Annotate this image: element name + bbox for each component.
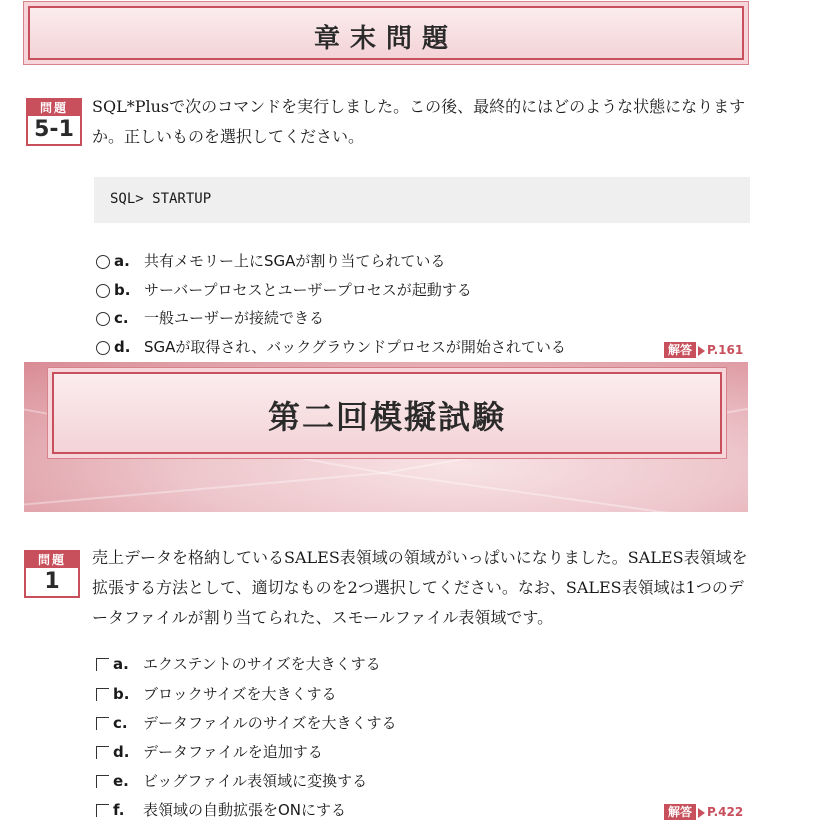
option-b[interactable]: b. サーバープロセスとユーザープロセスが起動する [96, 278, 472, 302]
question-tag: 問題 [26, 552, 78, 568]
option-a[interactable]: a. エクステントのサイズを大きくする [96, 652, 381, 676]
radio-icon[interactable] [96, 312, 110, 326]
question-tag: 問題 [28, 100, 80, 116]
option-f[interactable]: f. 表領域の自動拡張をONにする [96, 798, 346, 822]
answer-page: P.422 [707, 805, 744, 819]
option-e[interactable]: e. ビッグファイル表領域に変換する [96, 769, 367, 793]
code-text: SQL> STARTUP [110, 191, 212, 207]
radio-icon[interactable] [96, 255, 110, 269]
option-c[interactable]: c. データファイルのサイズを大きくする [96, 711, 397, 735]
question-text: SQL*Plusで次のコマンドを実行しました。この後、最終的にはどのような状態になりますか。正しいものを選択してください。 [92, 97, 746, 146]
question-text: 売上データを格納しているSALES表領域の領域がいっぱいになりました。SALES表領域を拡張する方法として、適切なものを2つ選択してください。なお、SALES表領域は1つのデータファイルが割り当てられた、スモールファイル表領域です。 [92, 548, 748, 627]
question-label [24, 550, 80, 598]
checkbox-icon[interactable] [96, 717, 109, 730]
checkbox-icon[interactable] [96, 804, 109, 817]
radio-icon[interactable] [96, 284, 110, 298]
chapter-banner [28, 6, 744, 62]
question-label [26, 98, 82, 146]
arrow-right-icon [698, 808, 705, 818]
answer-page: P.161 [707, 343, 744, 357]
question-number: 5-1 [34, 117, 74, 142]
checkbox-icon[interactable] [96, 688, 109, 701]
answer-badge: 解答 [664, 342, 696, 358]
option-b[interactable]: b. ブロックサイズを大きくする [96, 682, 337, 706]
exam-banner [52, 372, 722, 456]
exam-title: 第二回模擬試験 [267, 398, 506, 436]
question-number: 1 [44, 569, 60, 594]
answer-reference[interactable] [664, 803, 743, 820]
checkbox-icon[interactable] [96, 775, 109, 788]
option-d[interactable]: d. データファイルを追加する [96, 740, 323, 764]
option-d[interactable]: d. SGAが取得され、バックグラウンドプロセスが開始されている [96, 335, 566, 359]
code-block [94, 177, 750, 223]
answer-reference[interactable] [664, 341, 743, 358]
radio-icon[interactable] [96, 341, 110, 355]
option-c[interactable]: c. 一般ユーザーが接続できる [96, 306, 324, 330]
chapter-title: 章末問題 [313, 24, 458, 54]
answer-badge: 解答 [664, 804, 696, 820]
option-a[interactable]: a. 共有メモリー上にSGAが割り当てられている [96, 249, 445, 273]
checkbox-icon[interactable] [96, 658, 109, 671]
checkbox-icon[interactable] [96, 746, 109, 759]
arrow-right-icon [698, 346, 705, 356]
